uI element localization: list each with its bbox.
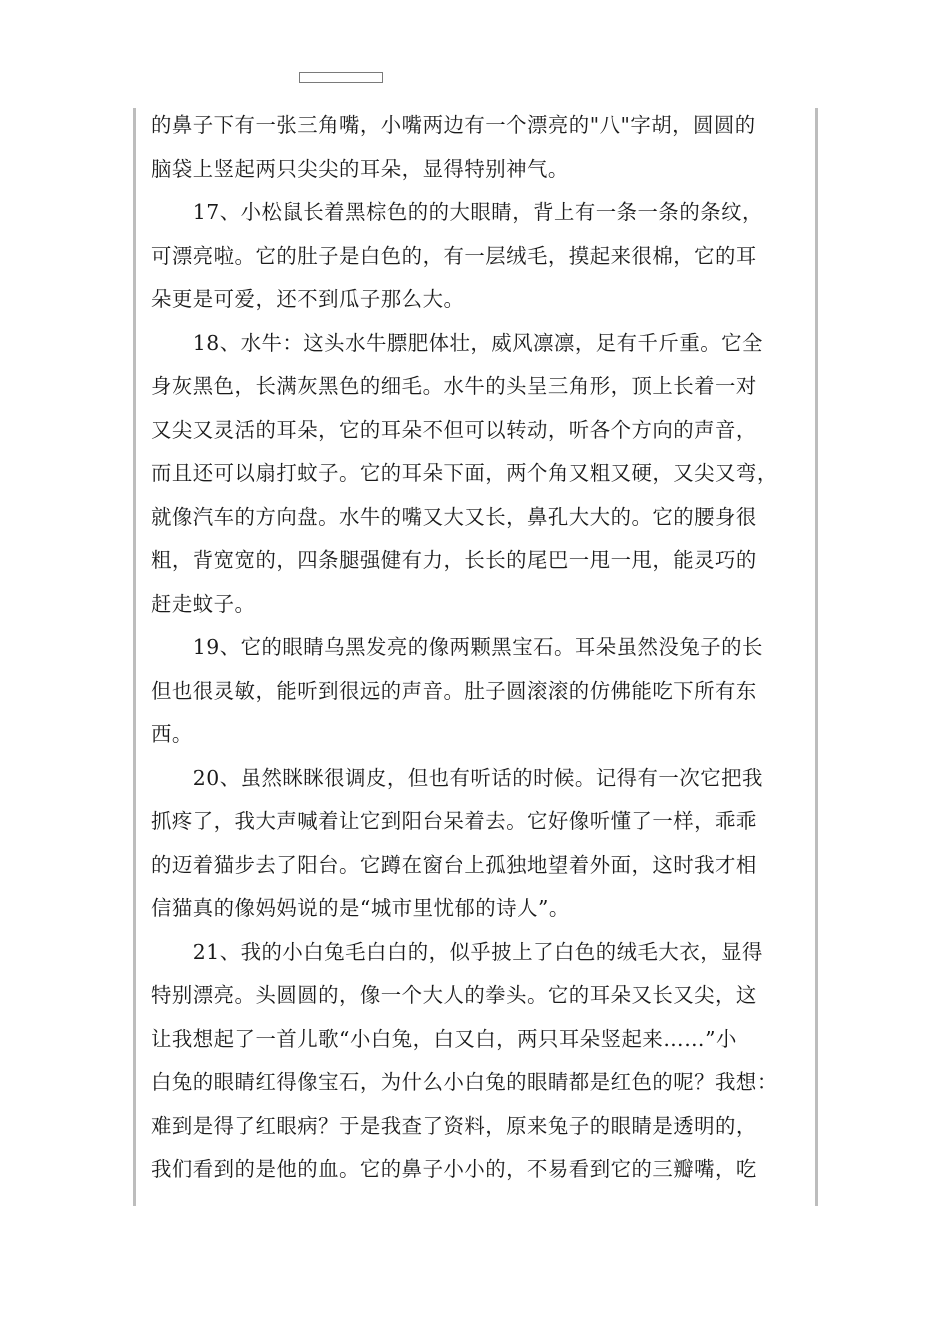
text-line: 白兔的眼睛红得像宝石，为什么小白兔的眼睛都是红色的呢？我想： (151, 1070, 778, 1094)
text-line: 21、我的小白兔毛白白的，似乎披上了白色的绒毛大衣，显得 (151, 939, 763, 964)
text-line: 朵更是可爱，还不到瓜子那么大。 (151, 287, 465, 311)
text-line: 信猫真的像妈妈说的是“城市里忧郁的诗人”。 (151, 896, 570, 920)
text-line: 身灰黑色，长满灰黑色的细毛。水牛的头呈三角形，顶上长着一对 (151, 374, 757, 398)
text-line: 赶走蚊子。 (151, 591, 256, 616)
text-line: 19、它的眼睛乌黑发亮的像两颗黑宝石。耳朵虽然没兔子的长 (151, 635, 763, 659)
text-line: 但也很灵敏，能听到很远的声音。肚子圆滚滚的仿佛能吃下所有东 (151, 678, 757, 703)
page-header-box (299, 72, 383, 83)
document-body (151, 104, 815, 1192)
text-line: 就像汽车的方向盘。水牛的嘴又大又长，鼻孔大大的。它的腰身很 (151, 504, 757, 529)
text-line: 难到是得了红眼病？于是我查了资料，原来兔子的眼睛是透明的， (151, 1113, 757, 1138)
text-line: 西。 (151, 722, 193, 746)
text-line: 17、小松鼠长着黑棕色的的大眼睛，背上有一条一条的条纹， (151, 200, 763, 224)
text-line: 特别漂亮。头圆圆的，像一个大人的拳头。它的耳朵又长又尖，这 (151, 983, 757, 1007)
text-line: 又尖又灵活的耳朵，它的耳朵不但可以转动，听各个方向的声音， (151, 417, 757, 442)
text-line: 而且还可以扇打蚊子。它的耳朵下面，两个角又粗又硬，又尖又弯， (151, 461, 778, 485)
right-margin-rule (815, 108, 818, 1206)
text-line: 让我想起了一首儿歌“小白兔，白又白，两只耳朵竖起来……”小 (151, 1026, 737, 1051)
text-line: 抓疼了，我大声喊着让它到阳台呆着去。它好像听懂了一样，乖乖 (151, 809, 757, 833)
text-line: 20、虽然眯眯很调皮，但也有听话的时候。记得有一次它把我 (151, 765, 763, 790)
text-line: 粗，背宽宽的，四条腿强健有力，长长的尾巴一甩一甩，能灵巧的 (151, 548, 757, 572)
text-line: 的鼻子下有一张三角嘴，小嘴两边有一个漂亮的"八"字胡，圆圆的 (151, 113, 756, 137)
text-line: 可漂亮啦。它的肚子是白色的，有一层绒毛，摸起来很棉，它的耳 (151, 243, 757, 268)
text-line: 脑袋上竖起两只尖尖的耳朵，显得特别神气。 (151, 156, 569, 181)
text-line: 的迈着猫步去了阳台。它蹲在窗台上孤独地望着外面，这时我才相 (151, 852, 757, 877)
left-margin-rule (133, 108, 136, 1206)
text-line: 我们看到的是他的血。它的鼻子小小的，不易看到它的三瓣嘴，吃 (151, 1157, 757, 1181)
text-line: 18、水牛：这头水牛膘肥体壮，威风凛凛，足有千斤重。它全 (151, 330, 763, 355)
